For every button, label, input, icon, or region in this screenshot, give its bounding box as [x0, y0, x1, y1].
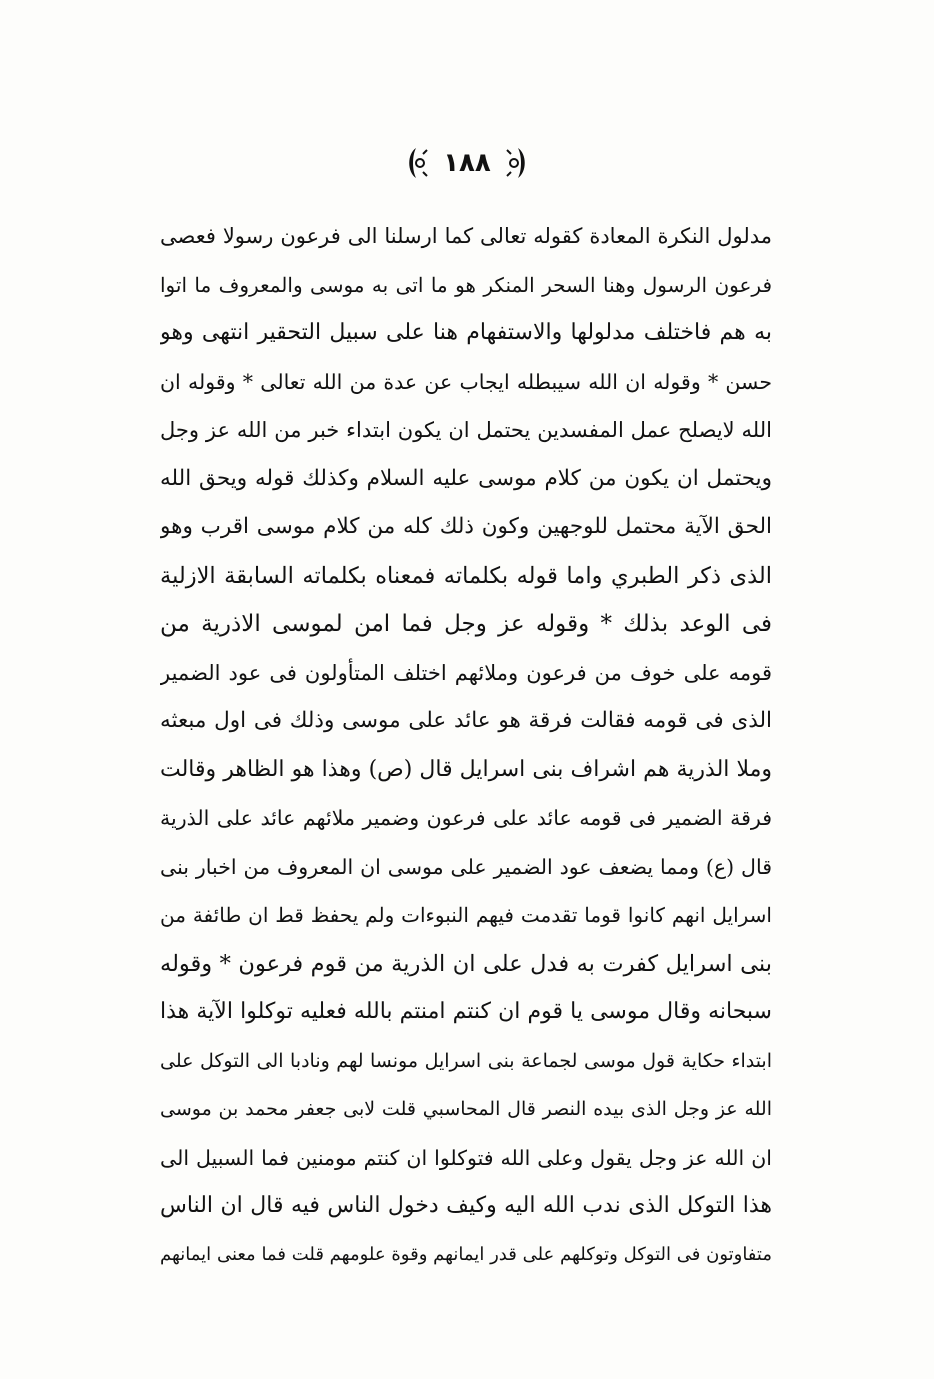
- text-line: الذى فى قومه فقالت فرقة هو عائد على موسى وذلك فى اول مبعثه: [160, 708, 772, 733]
- text-line: الله عز وجل الذى بيده النصر قال المحاسبي قلت لابى جعفر محمد بن موسى: [160, 1098, 772, 1120]
- text-line: الحق الآية محتمل للوجهين وكون ذلك كله من كلام موسى اقرب وهو: [160, 514, 772, 539]
- floral-ornament-icon: [403, 146, 429, 180]
- text-line: هذا التوكل الذى ندب الله اليه وكيف دخول الناس فيه قال ان الناس: [160, 1193, 772, 1218]
- text-line: سبحانه وقال موسى يا قوم ان كنتم امنتم بالله فعليه توكلوا الآية هذا: [160, 999, 772, 1024]
- text-line: بنى اسرايل كفرت به فدل على ان الذرية من قوم فرعون * وقوله: [160, 950, 772, 977]
- text-line: قومه على خوف من فرعون وملائهم اختلف المتأولون فى عود الضمير: [160, 660, 772, 685]
- text-line: ابتداء حكاية قول موسى لجماعة بنى اسرايل مونسا لهم ونادبا الى التوكل على: [160, 1049, 772, 1072]
- floral-ornament-icon: [505, 146, 531, 180]
- text-line: قال (ع) ومما يضعف عود الضمير على موسى ان المعروف من اخبار بنى: [160, 854, 772, 879]
- text-line: به هم فاختلف مدلولها والاستفهام هنا على سبيل التحقير انتهى وهو: [160, 320, 772, 345]
- text-line: وملا الذرية هم اشراف بنى اسرايل قال (ص) وهذا هو الظاهر وقالت: [160, 756, 772, 782]
- text-line: متفاوتون فى التوكل وتوكلهم على قدر ايمانهم وقوة علومهم قلت فما معنى ايمانهم: [160, 1243, 772, 1265]
- page-number: ١٨٨: [443, 148, 491, 178]
- text-line: ويحتمل ان يكون من كلام موسى عليه السلام وكذلك قوله ويحق الله: [160, 465, 772, 491]
- page-header: [0, 140, 934, 186]
- text-line: اسرايل انهم كانوا قوما تقدمت فيهم النبوءات ولم يحفظ قط ان طائفة من: [160, 903, 772, 927]
- text-line: مدلول النكرة المعادة كقوله تعالى كما ارسلنا الى فرعون رسولا فعصى: [160, 224, 772, 248]
- text-line: فى الوعد بذلك * وقوله عز وجل فما امن لموسى الاذرية من: [160, 611, 772, 637]
- text-line: فرقة الضمير فى قومه عائد على فرعون وضمير ملائهم عائد على الذرية: [160, 806, 772, 830]
- text-line: حسن * وقوله ان الله سيبطله ايجاب عن عدة من الله تعالى * وقوله ان: [160, 369, 772, 394]
- text-line: ان الله عز وجل يقول وعلى الله فتوكلوا ان كنتم مومنين فما السبيل الى: [160, 1145, 772, 1170]
- text-line: فرعون الرسول وهنا السحر المنكر هو ما اتى به موسى والمعروف ما اتوا: [160, 272, 772, 297]
- text-line: الله لايصلح عمل المفسدين يحتمل ان يكون ابتداء خبر من الله عز وجل: [160, 418, 772, 442]
- text-line: الذى ذكر الطبري واما قوله بكلماته فمعناه بكلماته السابقة الازلية: [160, 562, 772, 589]
- page-body-text: [160, 212, 772, 1279]
